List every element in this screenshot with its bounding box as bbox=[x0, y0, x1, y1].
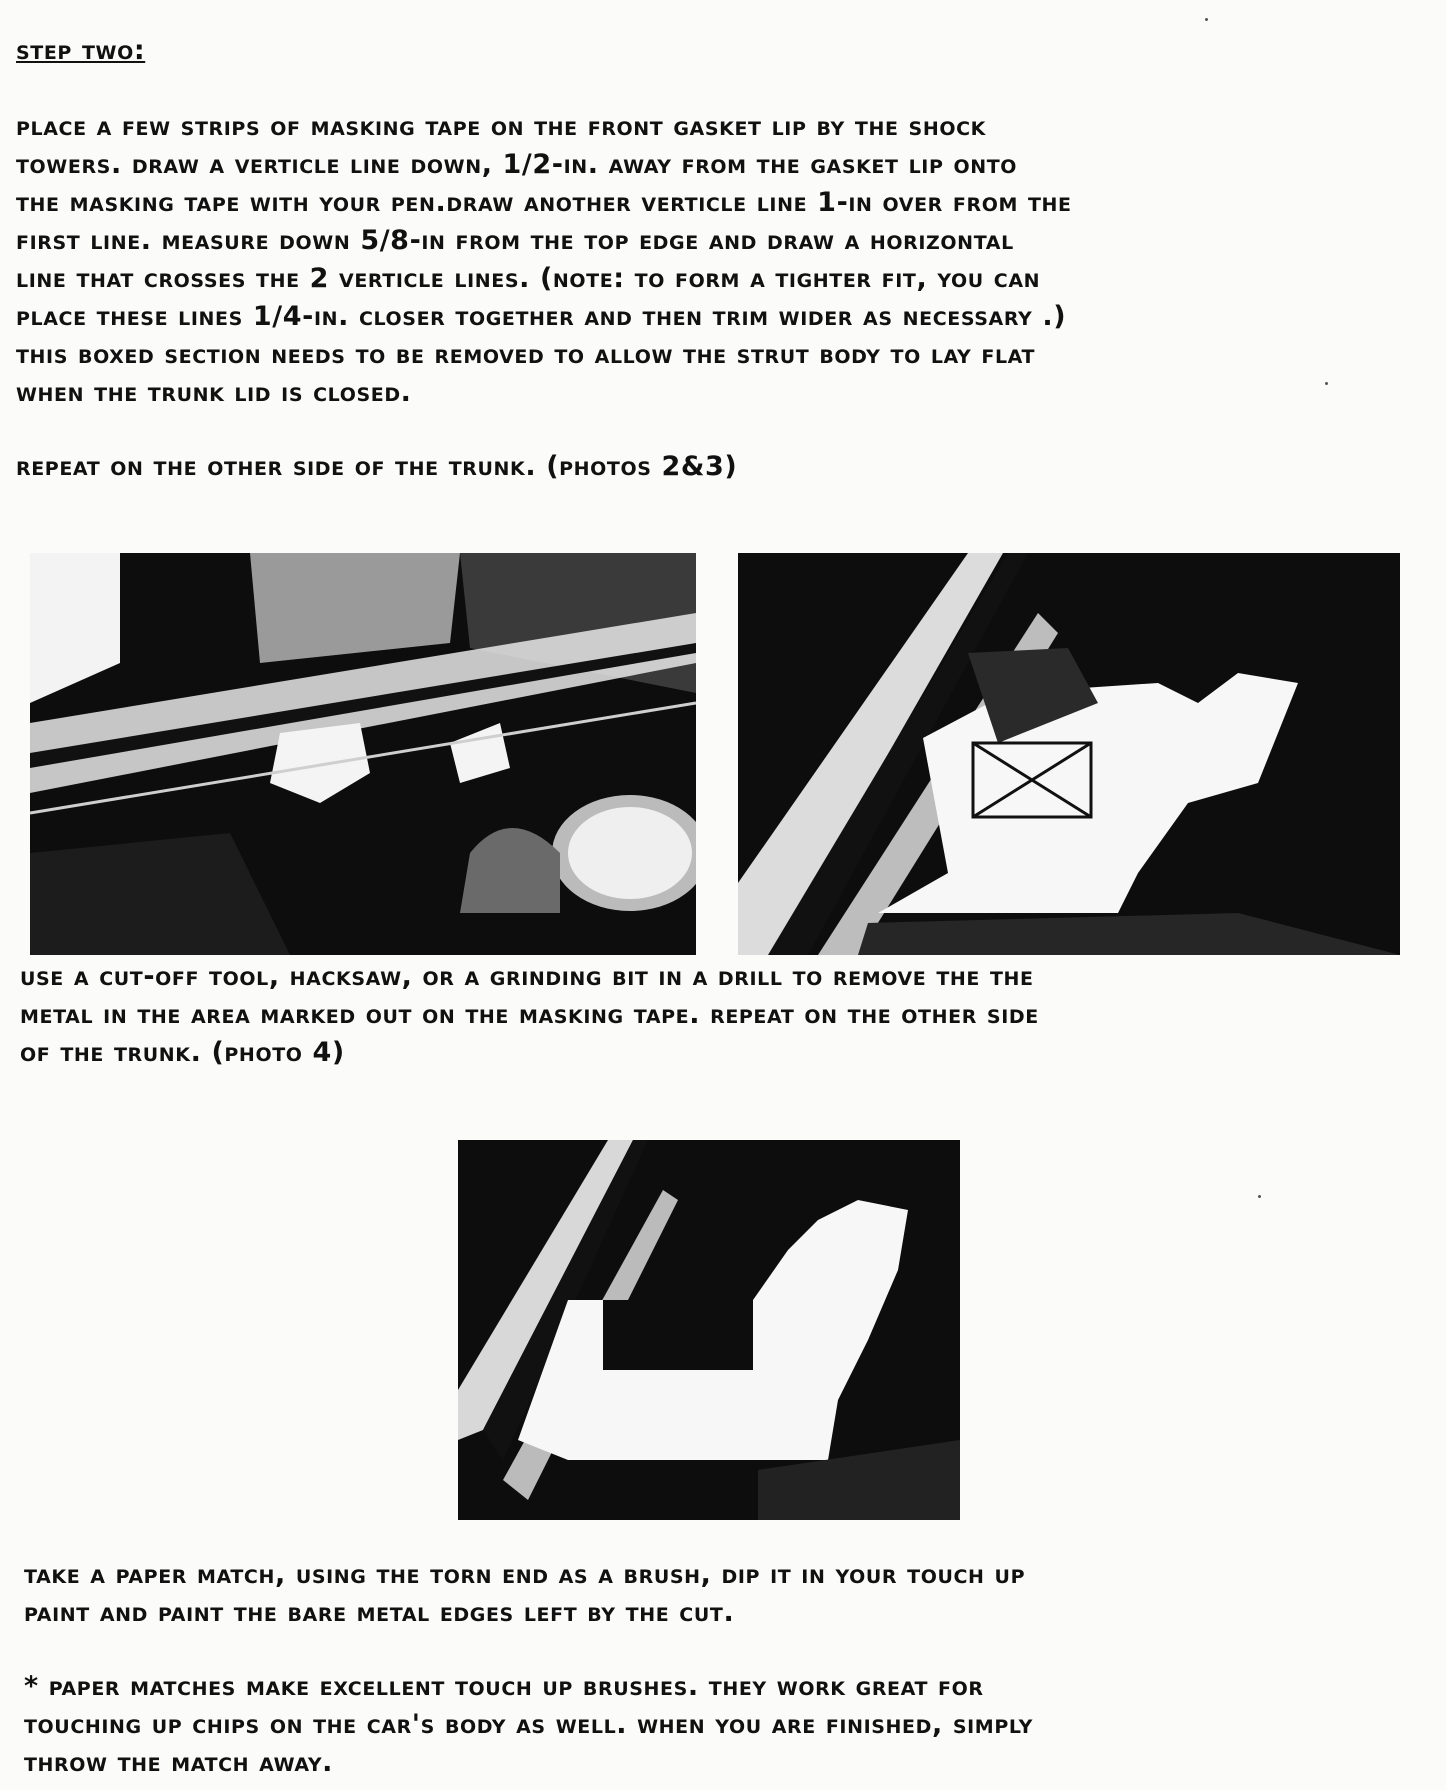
scan-speck bbox=[1258, 1195, 1261, 1198]
step-heading: step two: bbox=[16, 35, 146, 66]
scan-speck bbox=[1325, 382, 1328, 385]
text-line: place these lines 1/4-in. closer together and then trim wider as necessary .) bbox=[16, 301, 1067, 332]
instructions-paragraph-1 bbox=[16, 108, 1072, 412]
text-line: take a paper match, using the torn end as a brush, dip it in your touch up bbox=[24, 1559, 1026, 1590]
text-line: throw the match away. bbox=[24, 1747, 334, 1778]
text-line: paint and paint the bare metal edges left by the cut. bbox=[24, 1597, 735, 1628]
instructions-paragraph-3 bbox=[20, 958, 1039, 1072]
text-line: * paper matches make excellent touch up brushes. they work great for bbox=[24, 1671, 984, 1702]
text-line: when the trunk lid is closed. bbox=[16, 377, 412, 408]
text-line: touching up chips on the car's body as well. when you are finished, simply bbox=[24, 1709, 1033, 1740]
text-line: first line. measure down 5/8-in from the top edge and draw a horizontal bbox=[16, 225, 1014, 256]
text-line: metal in the area marked out on the masking tape. repeat on the other side bbox=[20, 999, 1039, 1030]
text-line: place a few strips of masking tape on the front gasket lip by the shock bbox=[16, 111, 986, 142]
text-line: the masking tape with your pen.draw another verticle line 1-in over from the bbox=[16, 187, 1072, 218]
photo-trunk-shock-tower bbox=[30, 553, 696, 955]
text-line: this boxed section needs to be removed to allow the strut body to lay flat bbox=[16, 339, 1036, 370]
text-line: of the trunk. (photo 4) bbox=[20, 1037, 345, 1068]
text-line: towers. draw a verticle line down, 1/2-in. away from the gasket lip onto bbox=[16, 149, 1018, 180]
instructions-paragraph-4 bbox=[24, 1556, 1025, 1632]
scan-speck bbox=[1205, 18, 1208, 21]
text-line: use a cut-off tool, hacksaw, or a grinding bit in a drill to remove the the bbox=[20, 961, 1034, 992]
instructions-paragraph-2: repeat on the other side of the trunk. (photos 2&3) bbox=[16, 451, 738, 482]
tip-paragraph bbox=[24, 1668, 1033, 1782]
text-line: line that crosses the 2 verticle lines. (note: to form a tighter fit, you can bbox=[16, 263, 1041, 294]
photo-cut-out-area bbox=[458, 1140, 960, 1520]
photo-marked-gasket-lip bbox=[738, 553, 1400, 955]
